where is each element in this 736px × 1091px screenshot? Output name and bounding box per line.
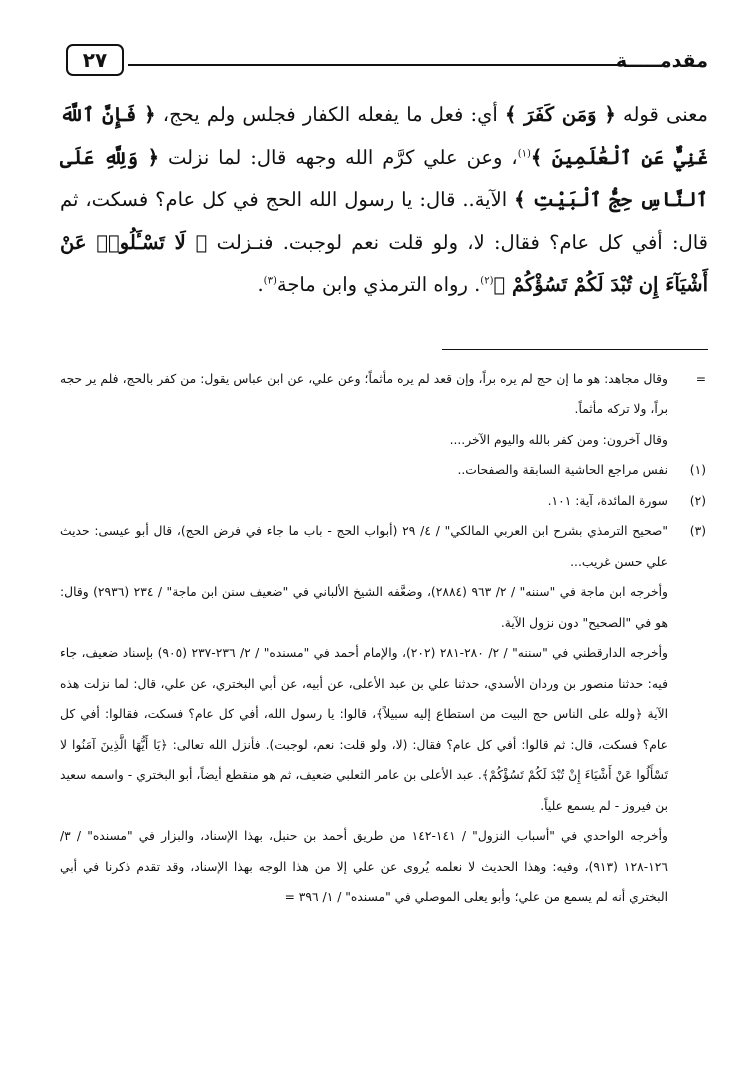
text-segment: ، وعن علي كرَّم الله وجهه قال: لما نزلت (159, 145, 518, 169)
footnote-ref[interactable]: (١) (517, 148, 531, 159)
text-segment: . رواه الترمذي وابن ماجة (276, 273, 481, 296)
quran-verse: ﴿ لَا تَسْـَٔلُوا۟ عَنْ أَشْيَآءَ إِن تُبْدَ لَكُمْ تَسُؤْكُمْ ﴾ (60, 230, 708, 296)
footnotes (60, 364, 708, 913)
footnote-continued (60, 364, 708, 456)
text-segment: أي: فعل ما يفعله الكفار فجلس ولم يحج، (155, 103, 505, 126)
footnote-text: وقال مجاهد: هو ما إن حج لم يره براً، وإن قعد لم يره مأثماً؛ وعن علي، عن ابن عباس يقول: من كفر بالحج، فلم ير حجه براً، ولا تركه مأثماً. (60, 371, 668, 416)
footnote-text: "صحيح الترمذي بشرح ابن العربي المالكي" / ٤/ ٢٩ (أبواب الحج - باب ما جاء في فرض الحج)، قال أبو عيسى: حديث علي حسن غريب... (60, 524, 668, 569)
footnote-number: (٣) (689, 524, 706, 538)
continuation-mark: = (695, 371, 706, 386)
quran-verse: ﴿ فَإِنَّ ٱللَّهَ غَنِيٌّ عَنِ ٱلْعَٰلَمِينَ ﴾ (60, 103, 708, 169)
footnote-1 (60, 455, 708, 486)
footnote-text: وأخرجه ابن ماجة في "سننه" / ٢/ ٩٦٣ (٢٨٨٤)، وضعَّفه الشيخ الألباني في "ضعيف سنن ابن ماجة" / ٢٣٤ (٢٩٣٦) وقال: هو في "الصحيح" دون نزول الآية. (60, 585, 668, 630)
quran-verse: ﴿ وَلِلَّهِ عَلَى ٱلنَّاسِ حِجُّ ٱلْبَيْتِ ﴾ (60, 145, 708, 211)
header-rule (128, 64, 626, 66)
footnote-text: نفس مراجع الحاشية السابقة والصفحات.. (457, 463, 668, 477)
footnote-text: وأخرجه الواحدي في "أسباب النزول" / ١٤١-١٤٢ من طريق أحمد بن حنبل، بهذا الإسناد، والبزار في "مسنده" / ٣/ ١٢٦-١٢٨ (٩١٣)، وفيه: وهذا الحديث لا نعلمه يُروى عن علي إلا من هذا الوجه بهذا الإسناد، وقد تقدم ذكرنا في أبي البختري أنه لم يسمع من علي؛ وأبو يعلى الموصلي في "مسنده" / ١/ ٣٩٦ = (60, 829, 668, 904)
footnote-number: (٢) (689, 493, 706, 508)
footnote-3 (60, 516, 708, 913)
main-paragraph (60, 94, 708, 307)
running-title: مقدمـــــة (615, 50, 708, 72)
quran-verse: ﴿ وَمَن كَفَرَ ﴾ (504, 103, 616, 126)
footnote-2 (60, 486, 708, 517)
footnote-ref[interactable]: (٣) (263, 275, 277, 287)
page-number: ٢٧ (66, 44, 124, 76)
footnote-text: وأخرجه الدارقطني في "سننه" / ٢/ ٢٨٠-٢٨١ (٢٠٢)، والإمام أحمد في "مسنده" / ٢/ ٢٣٦-٢٣٧ (٩٠٥) بإسناد ضعيف، جاء فيه: حدثنا منصور بن وردان الأسدي، حدثنا علي بن عبد الأعلى، عن أبيه، عن أبي البختري، عن علي، قال: لما نزلت هذه الآية ﴿ولله على الناس حج البيت من استطاع إليه سبيلاً﴾، قالوا: يا رسول الله، أفي كل عام؟ فسكت، فقالوا: أفي كل عام؟ فسكت، قال: ثم قالوا: أفي كل عام؟ فقال: (لا، ولو قلت: نعم، لوجبت). فأنزل الله تعالى: ﴿يَا أَيُّهَا الَّذِينَ آمَنُوا لا تَسْأَلُوا عَنْ أَشْيَاءَ إِنْ تُبْدَ لَكُمْ تَسُؤْكُمْ﴾. عبد الأعلى بن عامر الثعلبي ضعيف، ثم هو منقطع أيضاً، أبو البختري - واسمه سعيد بن فيروز - لم يسمع علياً. (60, 646, 668, 813)
text-segment: . (257, 273, 264, 296)
page-header (60, 40, 708, 86)
footnote-ref[interactable]: (٢) (480, 275, 494, 287)
footnote-text: وقال آخرون: ومن كفر بالله واليوم الآخر.... (449, 432, 668, 447)
footnote-number: (١) (689, 463, 706, 477)
document-page (60, 40, 708, 913)
footnote-text: سورة المائدة، آية: ١٠١. (547, 493, 668, 508)
text-segment: معنى قوله (615, 103, 708, 126)
footnote-separator (442, 349, 708, 350)
text-segment: الآية.. قال: يا رسول الله الحج في كل عام؟ فسكت، ثم قال: أفي كل عام؟ فقال: لا، ولو قلت نعم لوجبت. فنـزلت (60, 188, 709, 254)
